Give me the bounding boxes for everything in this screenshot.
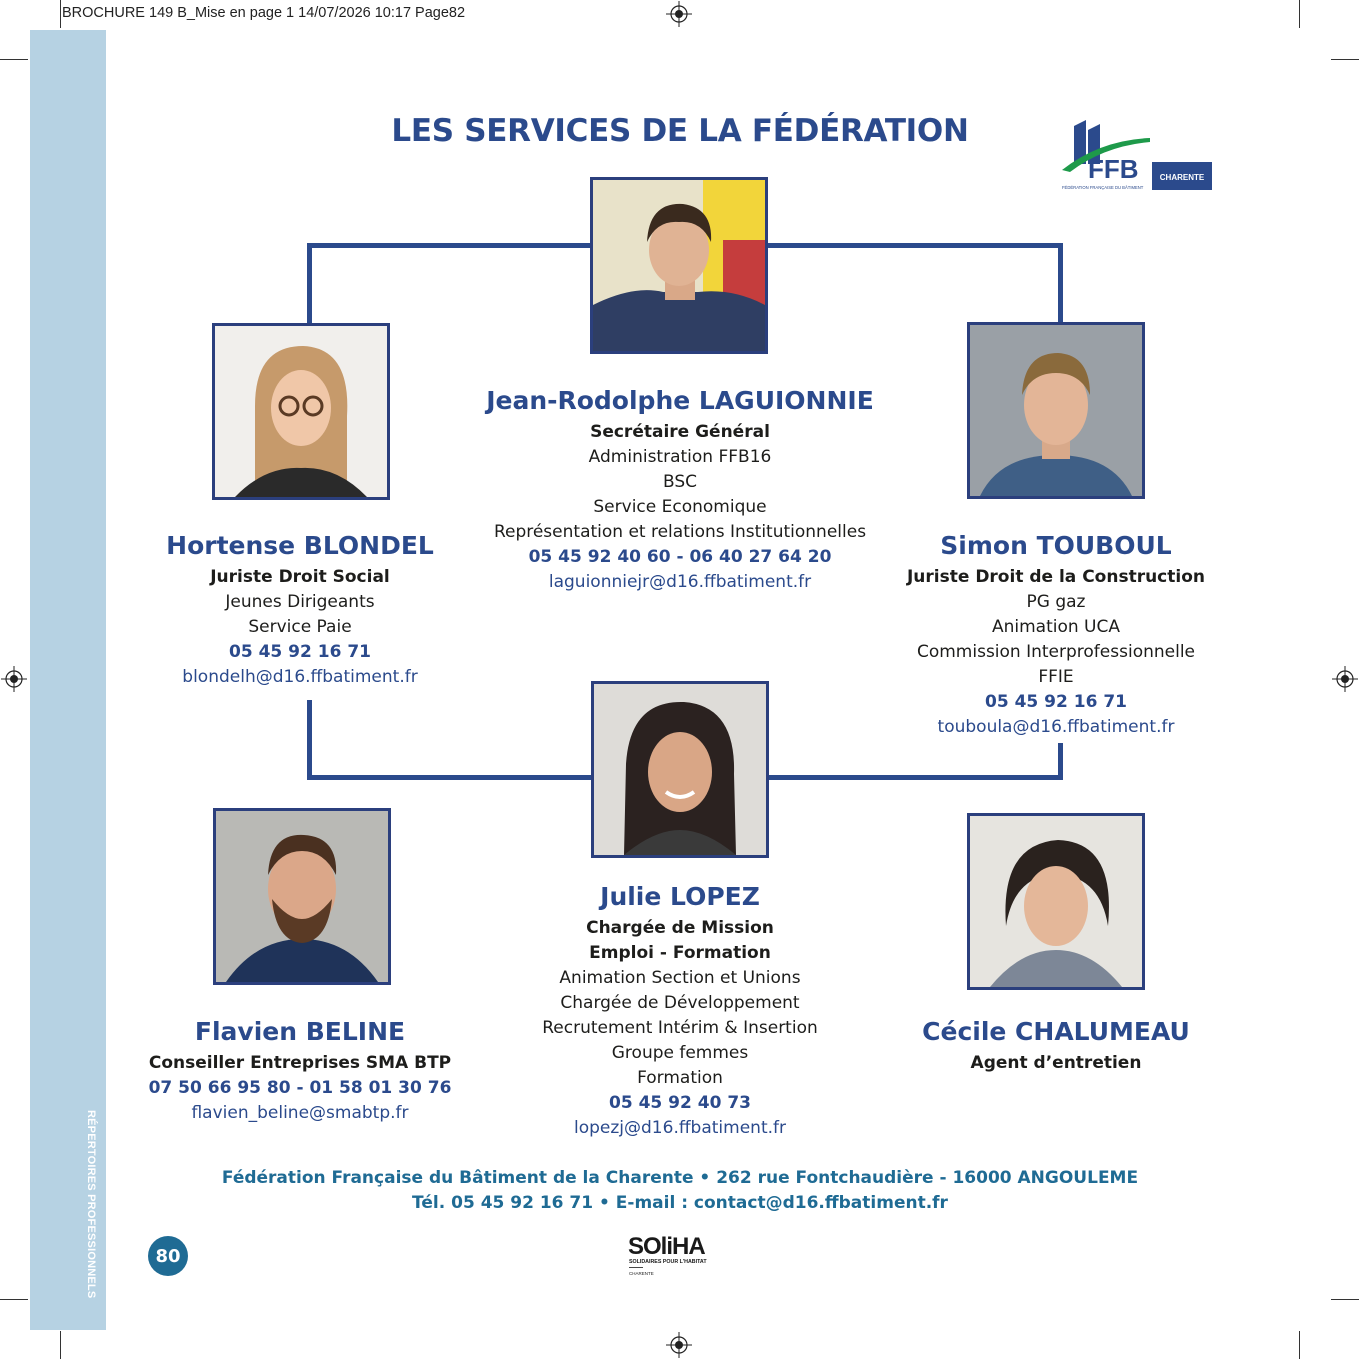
person-task: Représentation et relations Institutionnelles xyxy=(493,522,867,542)
person-name: Jean-Rodolphe LAGUIONNIE xyxy=(486,386,874,415)
person-task: Animation Section et Unions xyxy=(559,968,801,988)
person-task: Commission Interprofessionnelle xyxy=(916,642,1196,662)
soliha-logo xyxy=(628,1232,728,1278)
portrait-woman-icon xyxy=(594,684,766,855)
person-phone[interactable]: 05 45 92 40 73 xyxy=(609,1093,751,1113)
person-beline xyxy=(140,1015,460,1126)
photo-beline xyxy=(213,808,391,985)
page-number: 80 xyxy=(148,1236,188,1276)
crop-mark xyxy=(1299,1331,1300,1359)
person-email[interactable]: flavien_beline@smabtp.fr xyxy=(191,1103,409,1123)
person-task: Service Economique xyxy=(593,497,767,517)
person-role: Emploi - Formation xyxy=(589,943,771,963)
person-phone[interactable]: 05 45 92 40 60 - 06 40 27 64 20 xyxy=(528,547,832,567)
ffb-main: FFB xyxy=(1088,154,1139,184)
crop-mark xyxy=(1299,0,1300,28)
registration-mark-icon xyxy=(666,1332,692,1358)
crop-mark xyxy=(1331,1299,1359,1300)
person-task: Groupe femmes xyxy=(611,1043,749,1063)
photo-lopez xyxy=(591,681,769,858)
connector-line xyxy=(1058,743,1063,780)
person-blondel xyxy=(150,529,450,690)
person-task: Recrutement Intérim & Insertion xyxy=(542,1018,818,1038)
person-email[interactable]: blondelh@d16.ffbatiment.fr xyxy=(182,667,418,687)
ffb-logo xyxy=(1060,120,1214,192)
ffb-tagline: FÉDÉRATION FRANÇAISE DU BÂTIMENT xyxy=(1062,185,1144,190)
connector-line xyxy=(307,243,312,323)
person-chalumeau xyxy=(896,1015,1216,1076)
person-task: Jeunes Dirigeants xyxy=(225,592,375,612)
person-email[interactable]: lopezj@d16.ffbatiment.fr xyxy=(574,1118,786,1138)
portrait-woman-icon xyxy=(970,816,1142,987)
person-role: Conseiller Entreprises SMA BTP xyxy=(148,1053,452,1073)
person-task: PG gaz xyxy=(1026,592,1086,612)
sidebar-label: RÉPERTOIRES PROFESSIONNELS xyxy=(85,1110,97,1299)
person-task: BSC xyxy=(662,472,698,492)
photo-blondel xyxy=(212,323,390,500)
person-name: Cécile CHALUMEAU xyxy=(922,1017,1190,1046)
print-slug: BROCHURE 149 B_Mise en page 1 14/07/2026 10:17 Page82 xyxy=(62,5,466,21)
person-email[interactable]: touboula@d16.ffbatiment.fr xyxy=(937,717,1175,737)
crop-mark xyxy=(60,1331,61,1359)
portrait-man-icon xyxy=(970,325,1142,496)
registration-mark-icon xyxy=(666,1,692,27)
crop-mark xyxy=(0,1299,28,1300)
person-role: Juriste Droit de la Construction xyxy=(906,567,1205,587)
person-name: Hortense BLONDEL xyxy=(166,531,434,560)
footer-contact: Tél. 05 45 92 16 71 • E-mail : contact@d16.ffbatiment.fr xyxy=(412,1193,948,1213)
person-phone[interactable]: 05 45 92 16 71 xyxy=(229,642,371,662)
page-title: LES SERVICES DE LA FÉDÉRATION xyxy=(391,113,969,149)
person-task: FFIE xyxy=(1038,667,1074,687)
registration-mark-icon xyxy=(1,666,27,692)
portrait-man-icon xyxy=(593,180,765,351)
crop-mark xyxy=(0,59,28,60)
person-role: Juriste Droit Social xyxy=(210,567,390,587)
person-phone[interactable]: 05 45 92 16 71 xyxy=(985,692,1127,712)
person-lopez xyxy=(510,880,850,1141)
soliha-main: SOliHA xyxy=(628,1233,705,1260)
person-role: Chargée de Mission xyxy=(586,918,774,938)
person-touboul xyxy=(896,529,1216,740)
person-phone[interactable]: 07 50 66 95 80 - 01 58 01 30 76 xyxy=(148,1078,452,1098)
person-task: Service Paie xyxy=(248,617,352,637)
person-task: Administration FFB16 xyxy=(588,447,772,467)
connector-line xyxy=(766,775,1063,780)
connector-line xyxy=(1058,243,1063,323)
footer-address: Fédération Française du Bâtiment de la Charente • 262 rue Fontchaudière - 16000 ANGOULEME xyxy=(221,1168,1139,1188)
person-task: Animation UCA xyxy=(991,617,1120,637)
soliha-region: CHARENTE xyxy=(629,1271,654,1276)
person-name: Simon TOUBOUL xyxy=(940,531,1172,560)
person-name: Flavien BELINE xyxy=(194,1017,406,1046)
portrait-man-icon xyxy=(216,811,388,982)
photo-laguionnie xyxy=(590,177,768,354)
crop-mark xyxy=(1331,59,1359,60)
soliha-tagline: SOLIDAIRES POUR L'HABITAT xyxy=(629,1259,707,1265)
person-role: Secrétaire Général xyxy=(590,422,770,442)
person-name: Julie LOPEZ xyxy=(600,882,760,911)
person-role: Agent d’entretien xyxy=(970,1053,1142,1073)
photo-chalumeau xyxy=(967,813,1145,990)
connector-line xyxy=(307,700,312,780)
connector-line xyxy=(766,243,1063,248)
photo-touboul xyxy=(967,322,1145,499)
connector-line xyxy=(307,775,592,780)
person-task: Chargée de Développement xyxy=(560,993,800,1013)
crop-mark xyxy=(60,0,61,28)
person-laguionnie xyxy=(470,384,890,595)
portrait-woman-icon xyxy=(215,326,387,497)
ffb-region: CHARENTE xyxy=(1159,173,1205,182)
registration-mark-icon xyxy=(1332,666,1358,692)
person-email[interactable]: laguionniejr@d16.ffbatiment.fr xyxy=(548,572,812,592)
connector-line xyxy=(307,243,592,248)
person-task: Formation xyxy=(637,1068,723,1088)
